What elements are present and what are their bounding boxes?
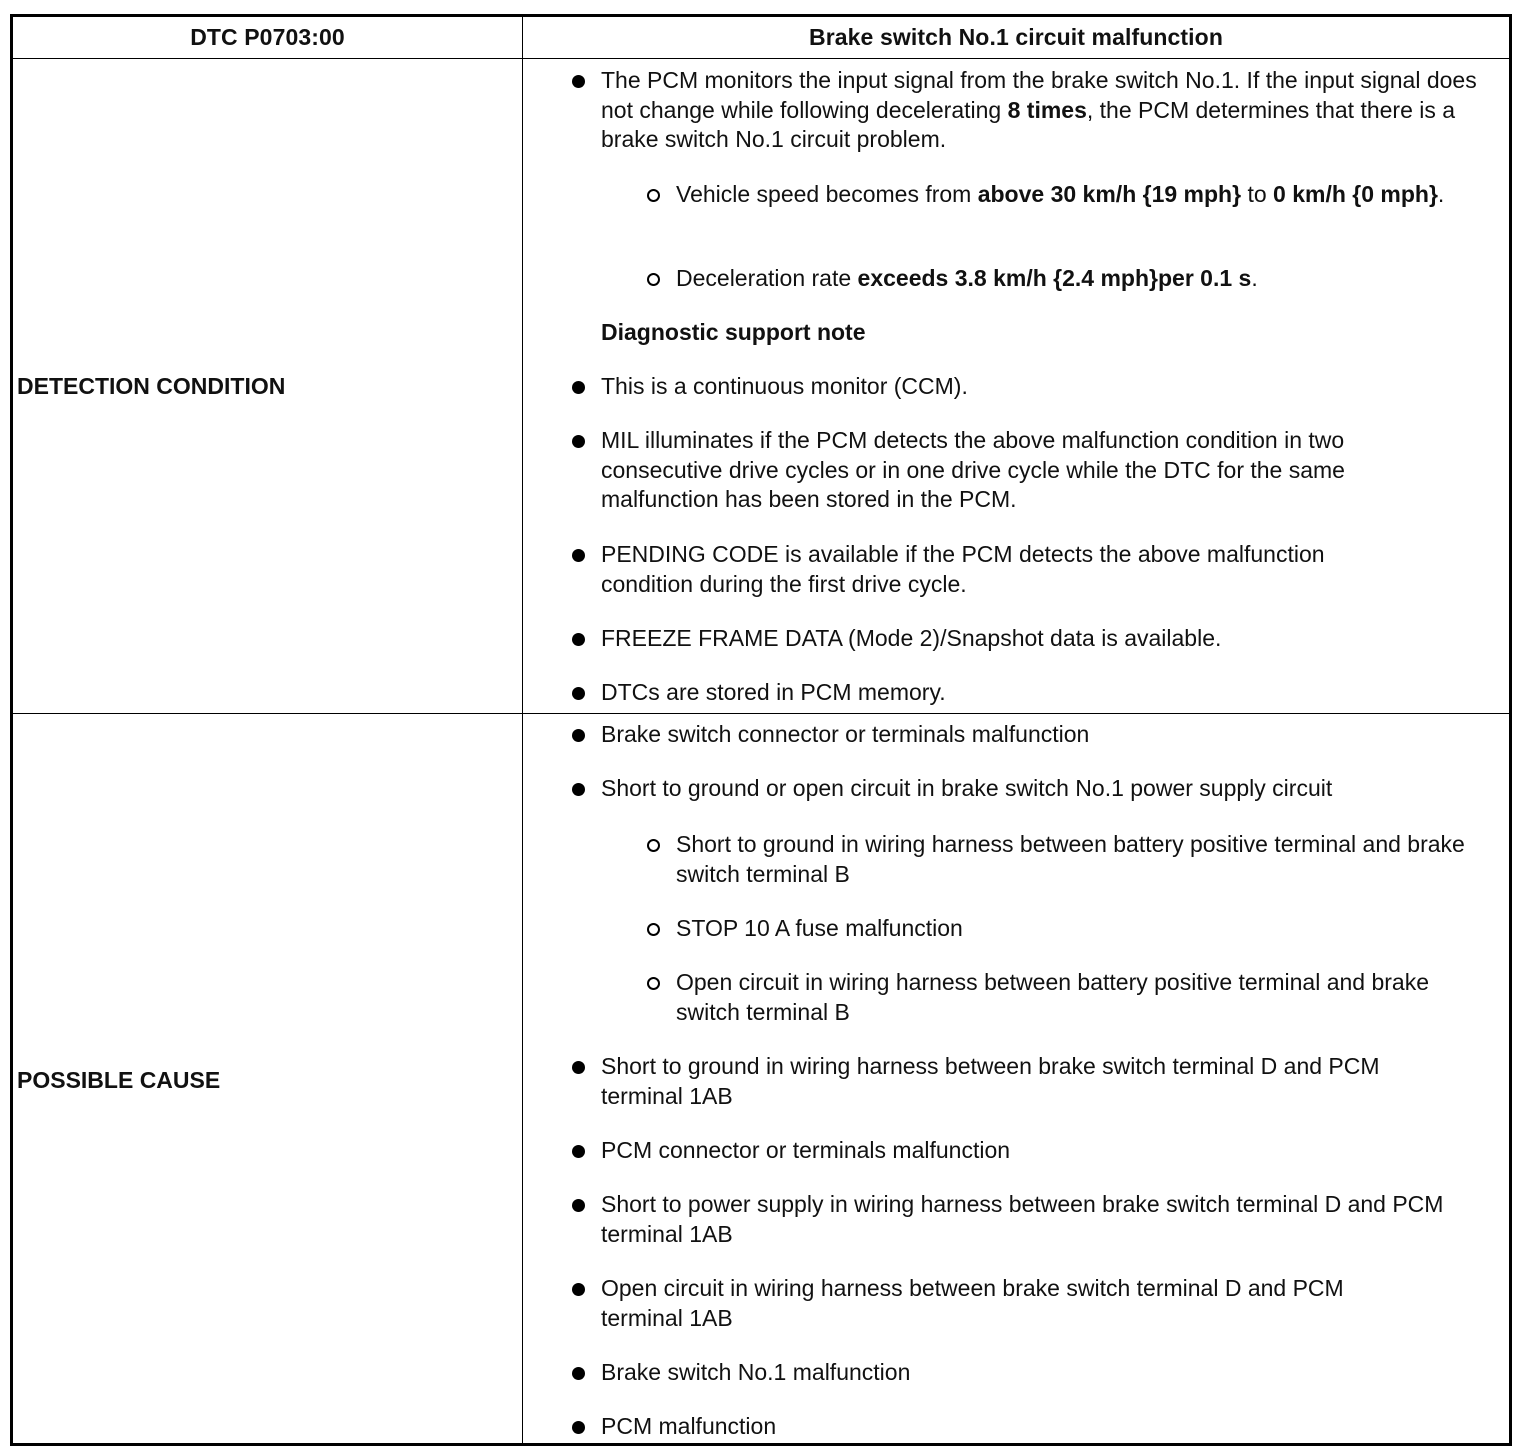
detection-sub-decel: Deceleration rate exceeds 3.8 km/h {2.4 mph}per 0.1 s. (676, 265, 1258, 291)
cause-item: Brake switch connector or terminals malfunction (601, 721, 1090, 747)
cause-sub-item: STOP 10 A fuse malfunction (676, 915, 963, 941)
bullet-dot-icon (572, 1199, 585, 1212)
cause-item: Short to power supply in wiring harness between brake switch terminal D and PCM terminal 1AB (601, 1191, 1444, 1247)
cause-item: Open circuit in wiring harness between brake switch terminal D and PCM terminal 1AB (601, 1275, 1344, 1331)
dtc-title-header: Brake switch No.1 circuit malfunction (809, 24, 1223, 50)
bullet-ring-icon (647, 923, 660, 936)
header-divider (13, 58, 1509, 59)
bullet-dot-icon (572, 729, 585, 742)
possible-cause-label: POSSIBLE CAUSE (17, 1067, 221, 1093)
dtc-table (10, 14, 1512, 1446)
note-item: MIL illuminates if the PCM detects the above malfunction condition in two consecutive drive cycles or in one drive cycle while the DTC for the same malfunction has been stored in the PCM. (601, 427, 1345, 512)
row-divider (13, 713, 1509, 714)
cause-item: Short to ground or open circuit in brake switch No.1 power supply circuit (601, 775, 1333, 801)
bullet-dot-icon (572, 783, 585, 796)
column-divider (522, 17, 523, 1443)
detection-condition-label: DETECTION CONDITION (17, 373, 286, 399)
note-item: PENDING CODE is available if the PCM detects the above malfunction condition during the first drive cycle. (601, 541, 1325, 597)
bullet-ring-icon (647, 189, 660, 202)
diagnostic-support-note-title: Diagnostic support note (601, 319, 866, 345)
bullet-ring-icon (647, 839, 660, 852)
bullet-dot-icon (572, 1367, 585, 1380)
bullet-ring-icon (647, 977, 660, 990)
bullet-dot-icon (572, 435, 585, 448)
cause-item: PCM malfunction (601, 1413, 777, 1439)
bullet-dot-icon (572, 633, 585, 646)
bullet-dot-icon (572, 1061, 585, 1074)
bullet-dot-icon (572, 381, 585, 394)
note-item: This is a continuous monitor (CCM). (601, 373, 968, 399)
bullet-dot-icon (572, 75, 585, 88)
cause-sub-item: Open circuit in wiring harness between battery positive terminal and brake switch terminal B (676, 969, 1429, 1025)
cause-item: Brake switch No.1 malfunction (601, 1359, 911, 1385)
bullet-ring-icon (647, 273, 660, 286)
bullet-dot-icon (572, 549, 585, 562)
detection-sub-speed: Vehicle speed becomes from above 30 km/h {19 mph} to 0 km/h {0 mph}. (676, 181, 1445, 207)
bullet-dot-icon (572, 1421, 585, 1434)
cause-sub-item: Short to ground in wiring harness between battery positive terminal and brake switch terminal B (676, 831, 1465, 887)
dtc-code-header: DTC P0703:00 (190, 24, 345, 50)
bullet-dot-icon (572, 1283, 585, 1296)
note-item: DTCs are stored in PCM memory. (601, 679, 946, 705)
cause-item: PCM connector or terminals malfunction (601, 1137, 1011, 1163)
bullet-dot-icon (572, 687, 585, 700)
bullet-dot-icon (572, 1145, 585, 1158)
detection-intro: The PCM monitors the input signal from the brake switch No.1. If the input signal does not change while following decelerating 8 times, the PCM determines that there is a brake switch No.1 circuit problem. (601, 67, 1477, 152)
note-item: FREEZE FRAME DATA (Mode 2)/Snapshot data is available. (601, 625, 1222, 651)
cause-item: Short to ground in wiring harness between brake switch terminal D and PCM terminal 1AB (601, 1053, 1380, 1109)
